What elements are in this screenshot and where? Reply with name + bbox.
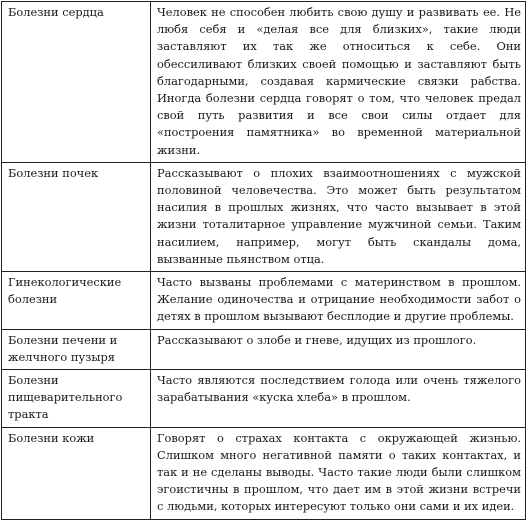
disease-description: Говорят о страхах контакта с окружающей жизнью. Слишком много негативной памяти о таких контактах, и так и не сделаны выводы. Часто такие люди были слишком эгоистичны в прошлом, что дает им в этой жизни встречи с людьми, которых интересуют только они сами и их идеи.: [151, 427, 526, 519]
disease-name: Болезни печени и желчного пузыря: [2, 329, 151, 369]
disease-name: Болезни сердца: [2, 2, 151, 163]
disease-name: Болезни кожи: [2, 427, 151, 519]
disease-name: Болезни пищеварительного тракта: [2, 370, 151, 428]
disease-description: Человек не способен любить свою душу и развивать ее. Не любя себя и «делая все для близких», такие люди заставляют их так же относиться к себе. Они обессиливают близких своей помощью и заставляют быть благодарными, создавая кармические связки рабства. Иногда болезни сердца говорят о том, что человек предал свой путь развития и все свои силы отдает для «построения памятника» во временной материальной жизни.: [151, 2, 526, 163]
disease-name: Гинекологические болезни: [2, 272, 151, 330]
disease-name: Болезни почек: [2, 162, 151, 271]
diseases-table: [1, 1, 526, 520]
table-row: [2, 162, 526, 271]
disease-description: Часто являются последствием голода или очень тяжелого зарабатывания «куска хлеба» в прошлом.: [151, 370, 526, 428]
table-row: [2, 370, 526, 428]
disease-description: Рассказывают о злобе и гневе, идущих из прошлого.: [151, 329, 526, 369]
disease-description: Рассказывают о плохих взаимоотношениях с мужской половиной человечества. Это может быть результатом насилия в прошлых жизнях, что часто вызывает в этой жизни тоталитарное управление мужчиной семьи. Таким насилием, например, могут быть скандалы дома, вызванные пьянством отца.: [151, 162, 526, 271]
table-row: [2, 2, 526, 163]
disease-description: Часто вызваны проблемами с материнством в прошлом. Желание одиночества и отрицание необходимости забот о детях в прошлом вызывают бесплодие и другие проблемы.: [151, 272, 526, 330]
table-row: [2, 272, 526, 330]
table-row: [2, 427, 526, 519]
table-row: [2, 329, 526, 369]
